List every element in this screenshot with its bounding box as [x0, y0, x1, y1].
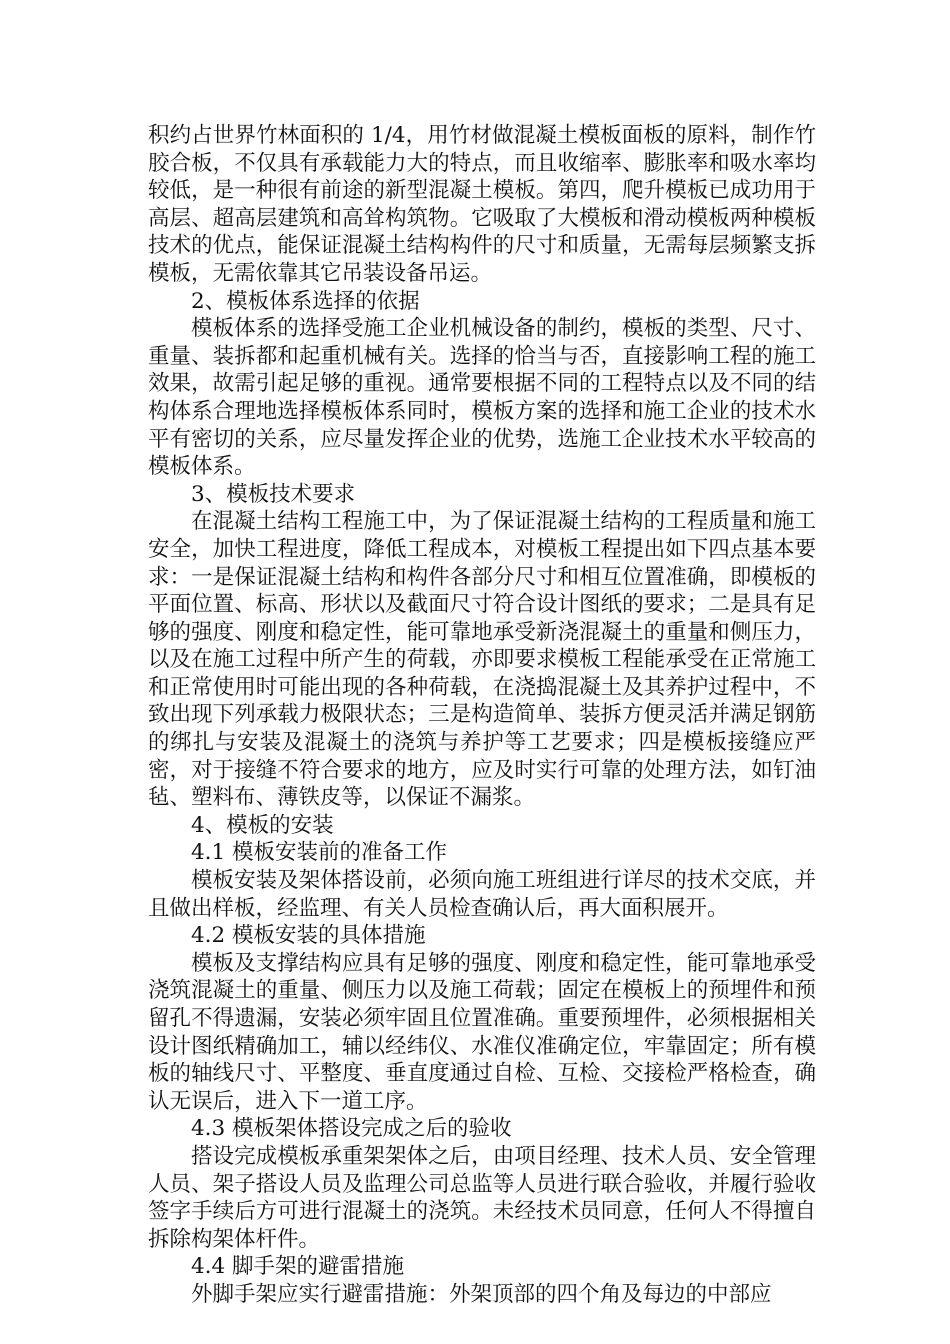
heading-4-2-specific-measures: 4.2 模板安装的具体措施: [191, 923, 426, 949]
heading-4-formwork-installation: 4、模板的安装: [191, 812, 334, 838]
heading-2-formwork-basis: 2、模板体系选择的依据: [191, 288, 420, 314]
heading-4-1-preparation: 4.1 模板安装前的准备工作: [191, 840, 448, 866]
paragraph-formwork-selection: 模板体系的选择受施工企业机械设备的制约，模板的类型、尺寸、重量、装拆都和起重机械有关。选择的恰当与否，直接影响工程的施工效果，故需引起足够的重视。通常要根据不同的工程特点以及不同的结构体系合理地选择模板体系同时，模板方案的选择和施工企业的技术水平有密切的关系，应尽量发挥企业的优势，选施工企业技术水平较高的模板体系。: [148, 316, 816, 480]
paragraph-preparation: 模板安装及架体搭设前，必须向施工班组进行详尽的技术交底，并且做出样板，经监理、有关人员检查确认后，再大面积展开。: [148, 868, 816, 921]
paragraph-specific-measures: 模板及支撑结构应具有足够的强度、刚度和稳定性，能可靠地承受浇筑混凝土的重量、侧压力以及施工荷载；固定在模板上的预埋件和预留孔不得遗漏，安装必须牢固且位置准确。重要预埋件，必须根据相关设计图纸精确加工，辅以经纬仪、水准仪准确定位，牢靠固定；所有模板的轴线尺寸、平整度、垂直度通过自检、互检、交接检严格检查，确认无误后，进入下一道工序。: [148, 950, 816, 1114]
heading-4-4-lightning-protection: 4.4 脚手架的避雷措施: [191, 1254, 405, 1280]
heading-3-technical-requirements: 3、模板技术要求: [191, 481, 356, 507]
paragraph-bamboo-plywood: 积约占世界竹林面积的 1/4，用竹材做混凝土模板面板的原料，制作竹胶合板，不仅具有承载能力大的特点，而且收缩率、膨胀率和吸水率均较低，是一种很有前途的新型混凝土模板。第四，爬升模板已成功用于高层、超高层建筑和高耸构筑物。它吸取了大模板和滑动模板两种模板技术的优点，能保证混凝土结构构件的尺寸和质量，无需每层频繁支拆模板，无需依靠其它吊装设备吊运。: [148, 123, 816, 286]
heading-4-3-acceptance: 4.3 模板架体搭设完成之后的验收: [191, 1116, 512, 1142]
paragraph-lightning-protection: 外脚手架应实行避雷措施：外架顶部的四个角及每边的中部应: [191, 1281, 772, 1307]
paragraph-technical-requirements: 在混凝土结构工程施工中，为了保证混凝土结构的工程质量和施工安全，加快工程进度，降低工程成本，对模板工程提出如下四点基本要求：一是保证混凝土结构和构件各部分尺寸和相互位置准确，即模板的平面位置、标高、形状以及截面尺寸符合设计图纸的要求；二是具有足够的强度、刚度和稳定性，能可靠地承受新浇混凝土的重量和侧压力，以及在施工过程中所产生的荷载，亦即要求模板工程能承受在正常施工和正常使用时可能出现的各种荷载，在浇捣混凝土及其养护过程中，不致出现下列承载力极限状态；三是构造简单、装拆方便灵活并满足钢筋的绑扎与安装及混凝土的浇筑与养护等工艺要求；四是模板接缝应严密，对于接缝不符合要求的地方，应及时实行可靠的处理方法，如钉油毡、塑料布、薄铁皮等，以保证不漏浆。: [148, 509, 816, 811]
paragraph-acceptance: 搭设完成模板承重架架体之后，由项目经理、技术人员、安全管理人员、架子搭设人员及监理公司总监等人员进行联合验收，并履行验收签字手续后方可进行混凝土的浇筑。未经技术员同意，任何人不得擅自拆除构架体杆件。: [148, 1143, 816, 1252]
document-page: [148, 122, 816, 1309]
